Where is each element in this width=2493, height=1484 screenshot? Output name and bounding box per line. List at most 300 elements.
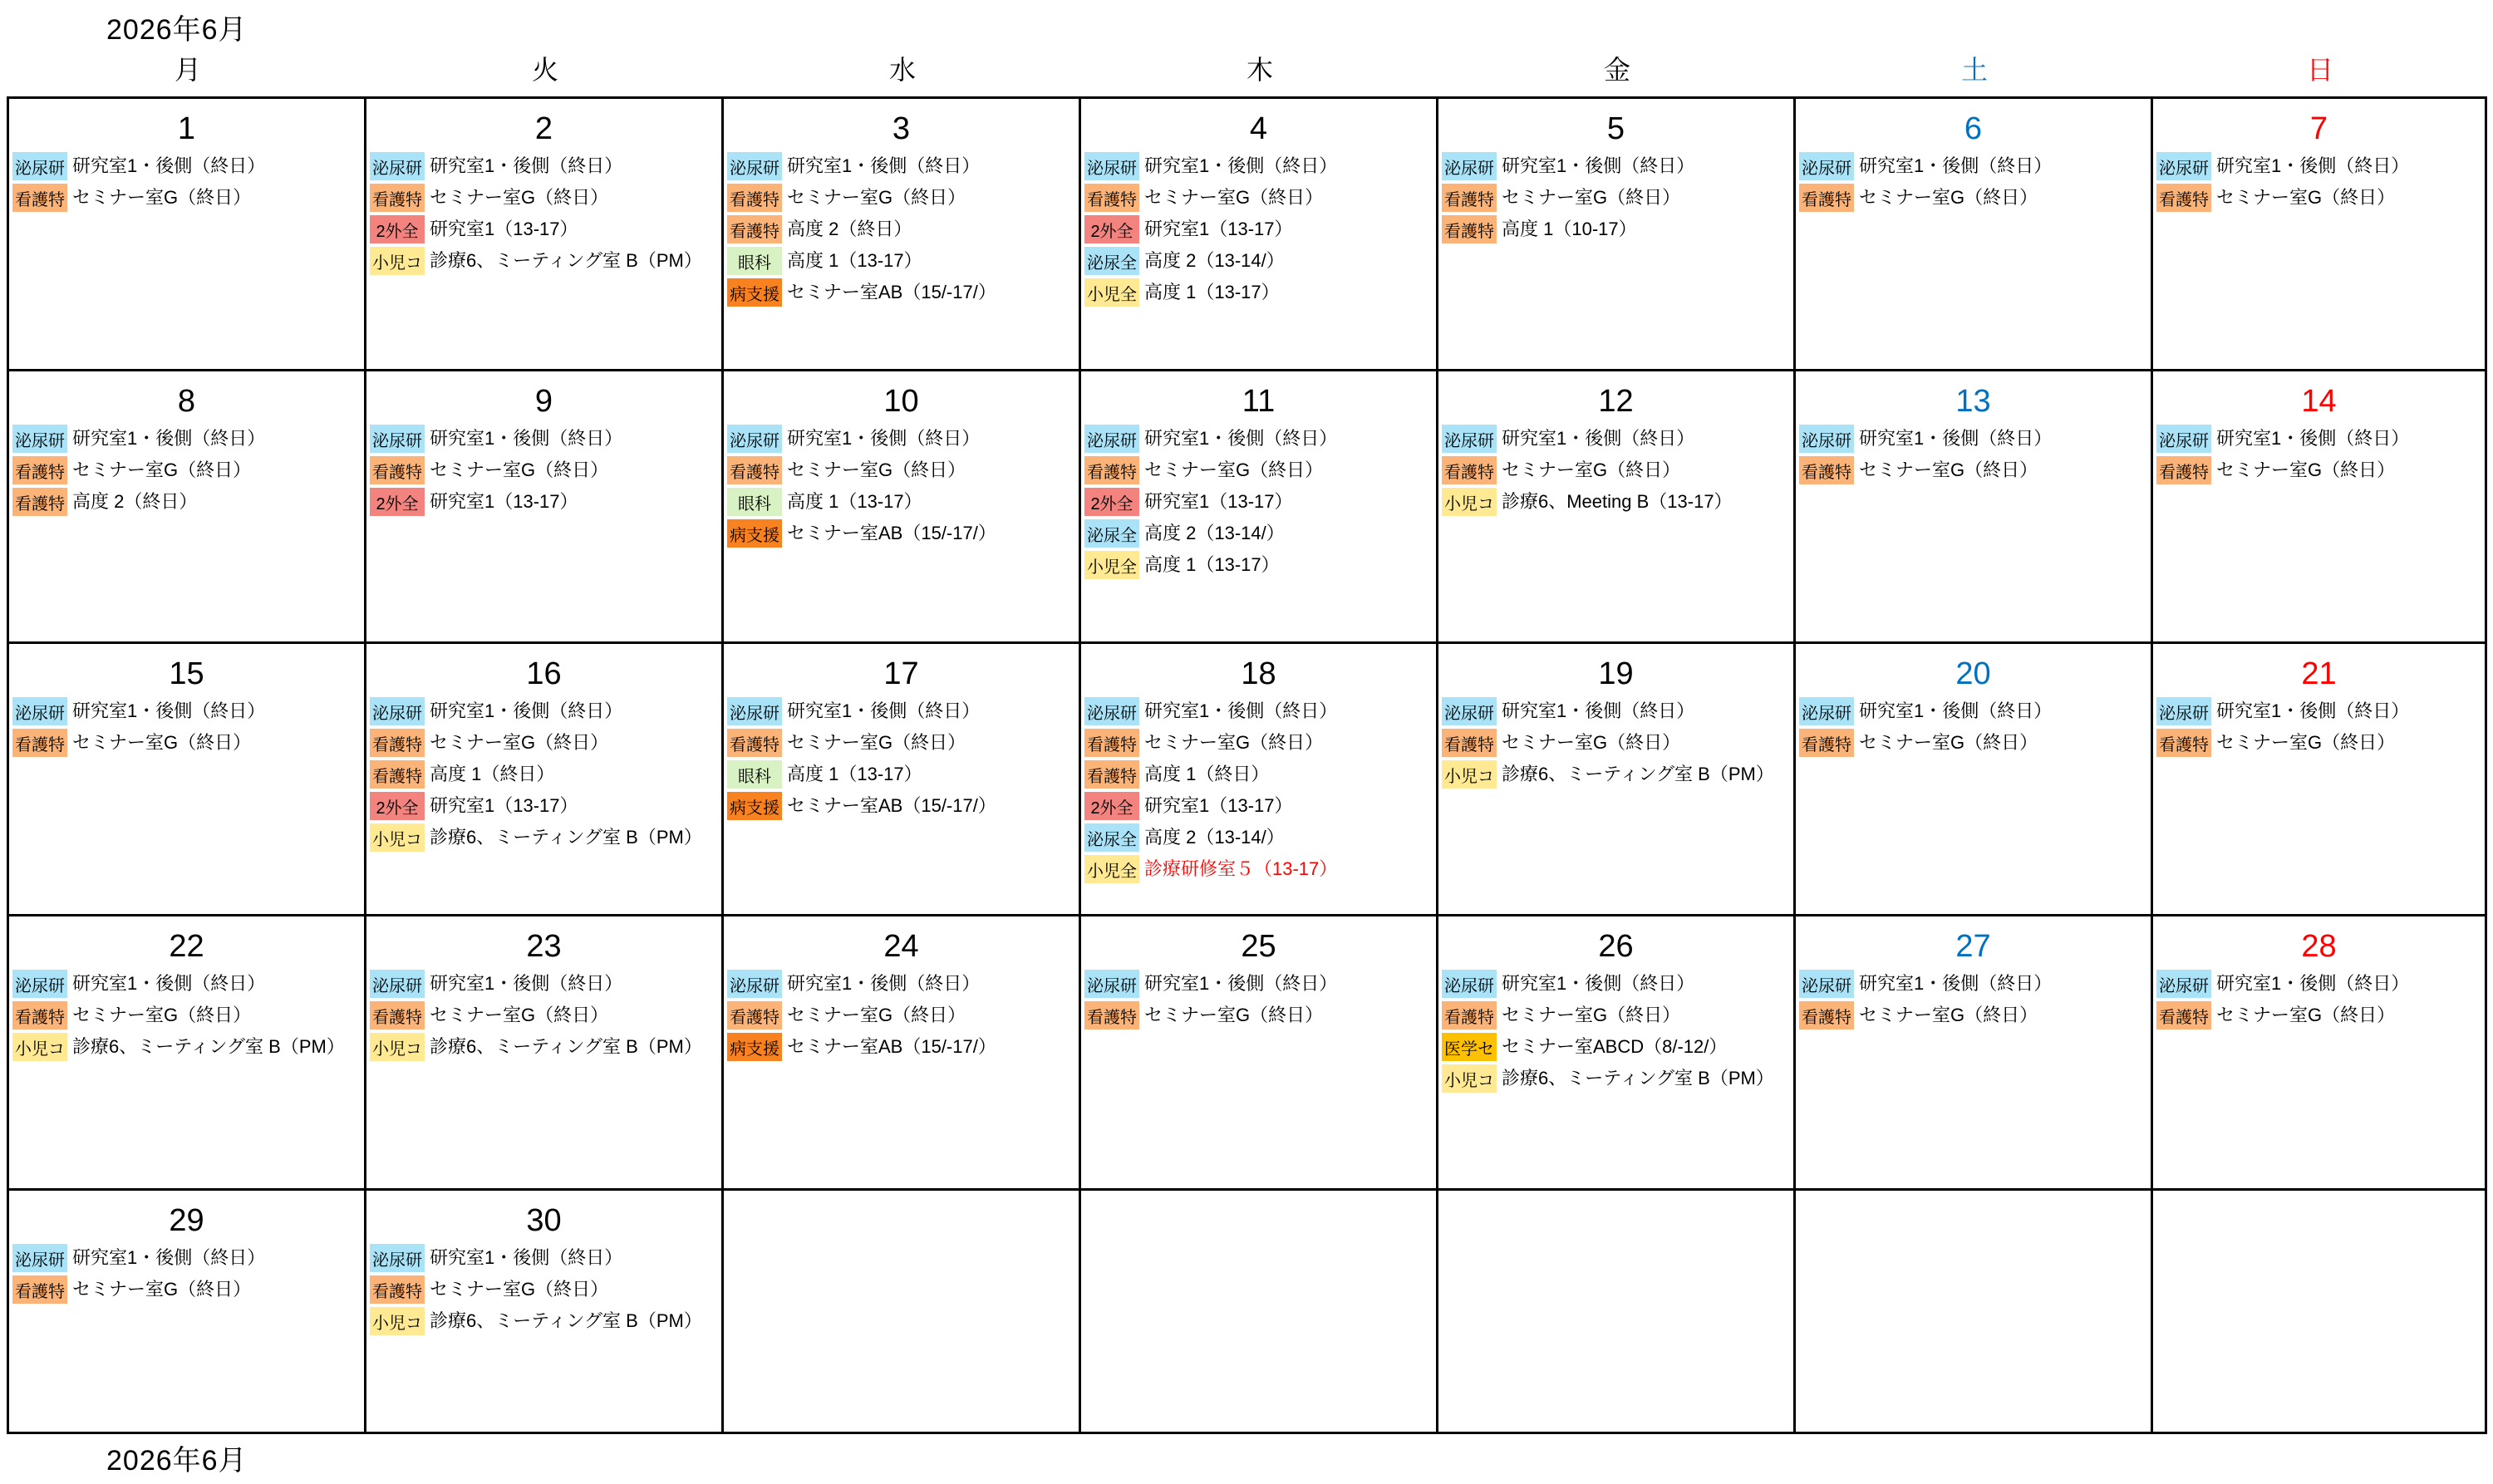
- calendar-event: [1084, 278, 1436, 307]
- event-text: 研究室1・後側（終日）: [1144, 428, 1338, 449]
- event-text: セミナー室G（終日）: [787, 732, 966, 753]
- calendar-event: [1442, 697, 1793, 725]
- event-category-tag: 看護特: [1084, 184, 1139, 212]
- day-cell-empty: [1081, 1191, 1438, 1434]
- event-category-tag: 泌尿研: [1799, 697, 1854, 725]
- event-list: [12, 970, 364, 1061]
- calendar-event: [12, 488, 364, 516]
- day-cell-10: [724, 371, 1081, 644]
- event-text: セミナー室G（終日）: [2216, 187, 2396, 208]
- day-number: 17: [883, 656, 919, 691]
- event-text: セミナー室G（終日）: [72, 1005, 252, 1025]
- event-category-tag: 看護特: [12, 729, 67, 757]
- event-text: セミナー室G（終日）: [1144, 732, 1324, 753]
- event-text: 研究室1・後側（終日）: [72, 155, 266, 176]
- day-number: 1: [177, 111, 196, 146]
- day-cell-2: [366, 99, 724, 371]
- event-category-tag: 泌尿研: [1084, 970, 1139, 998]
- calendar-event: [1084, 152, 1436, 180]
- event-category-tag: 泌尿研: [370, 970, 425, 998]
- calendar-event: [2156, 697, 2485, 725]
- event-category-tag: 看護特: [2156, 456, 2211, 484]
- day-number: 7: [2309, 111, 2328, 146]
- event-text: セミナー室AB（15/-17/）: [787, 282, 996, 302]
- event-category-tag: 泌尿研: [2156, 152, 2211, 180]
- event-text: 高度 2（13-14/）: [1144, 523, 1285, 543]
- event-category-tag: 泌尿研: [1442, 425, 1497, 453]
- event-text: 診療6、ミーティング室 B（PM）: [430, 250, 702, 271]
- event-category-tag: 2外全: [1084, 215, 1139, 243]
- event-text: 研究室1（13-17）: [430, 491, 578, 512]
- event-text: セミナー室G（終日）: [787, 459, 966, 480]
- event-category-tag: 小児全: [1084, 278, 1139, 307]
- day-number: 23: [526, 929, 562, 964]
- event-text: セミナー室G（終日）: [72, 459, 252, 480]
- event-text: 研究室1・後側（終日）: [72, 700, 266, 721]
- event-category-tag: 小児コ: [370, 1033, 425, 1061]
- day-number: 12: [1598, 384, 1634, 419]
- event-text: セミナー室G（終日）: [1144, 1005, 1324, 1025]
- event-category-tag: 看護特: [1084, 729, 1139, 757]
- day-cell-16: [366, 644, 724, 916]
- calendar-event: [2156, 184, 2485, 212]
- calendar-event: [370, 970, 721, 998]
- event-text: 研究室1・後側（終日）: [72, 1247, 266, 1268]
- event-text: セミナー室G（終日）: [1502, 732, 1681, 753]
- event-category-tag: 泌尿研: [727, 697, 782, 725]
- event-text: 研究室1・後側（終日）: [2216, 700, 2410, 721]
- calendar-event: [370, 1244, 721, 1272]
- day-cell-6: [1796, 99, 2153, 371]
- event-text: 研究室1・後側（終日）: [2216, 973, 2410, 994]
- calendar-event: [727, 792, 1079, 820]
- calendar-event: [1799, 152, 2151, 180]
- day-number: 26: [1598, 929, 1634, 964]
- event-text: セミナー室G（終日）: [787, 1005, 966, 1025]
- event-category-tag: 看護特: [370, 1001, 425, 1029]
- event-category-tag: 小児コ: [370, 247, 425, 275]
- day-cell-23: [366, 916, 724, 1191]
- event-category-tag: 泌尿研: [1084, 425, 1139, 453]
- calendar-event: [1084, 729, 1436, 757]
- event-text: 研究室1・後側（終日）: [787, 700, 981, 721]
- calendar-event: [1799, 1001, 2151, 1029]
- event-text: 高度 1（13-17）: [1144, 282, 1280, 302]
- event-category-tag: 泌尿研: [370, 425, 425, 453]
- event-text: セミナー室G（終日）: [430, 1005, 609, 1025]
- calendar-event: [370, 425, 721, 453]
- calendar-event: [12, 184, 364, 212]
- event-category-tag: 小児コ: [370, 823, 425, 852]
- day-cell-26: [1438, 916, 1796, 1191]
- calendar-event: [12, 456, 364, 484]
- calendar-event: [1084, 488, 1436, 516]
- event-text: セミナー室AB（15/-17/）: [787, 523, 996, 543]
- day-cell-25: [1081, 916, 1438, 1191]
- event-category-tag: 泌尿研: [1442, 970, 1497, 998]
- event-text: セミナー室G（終日）: [72, 187, 252, 208]
- calendar-event: [1799, 970, 2151, 998]
- event-category-tag: 看護特: [1442, 1001, 1497, 1029]
- event-list: [1799, 425, 2151, 484]
- calendar-event: [1084, 519, 1436, 548]
- event-category-tag: 看護特: [370, 1275, 425, 1304]
- day-cell-21: [2153, 644, 2487, 916]
- event-category-tag: 泌尿研: [1084, 152, 1139, 180]
- event-category-tag: 2外全: [370, 215, 425, 243]
- event-category-tag: 病支援: [727, 519, 782, 548]
- event-list: [1799, 697, 2151, 757]
- event-text: セミナー室G（終日）: [1859, 459, 2038, 480]
- event-category-tag: 2外全: [370, 792, 425, 820]
- day-number: 25: [1241, 929, 1276, 964]
- event-category-tag: 泌尿研: [2156, 970, 2211, 998]
- event-text: 研究室1・後側（終日）: [1502, 973, 1695, 994]
- calendar-event: [1442, 729, 1793, 757]
- calendar-event: [370, 1307, 721, 1335]
- calendar-event: [12, 152, 364, 180]
- calendar-event: [370, 152, 721, 180]
- calendar-event: [12, 1033, 364, 1061]
- calendar-event: [370, 247, 721, 275]
- event-category-tag: 泌尿研: [370, 697, 425, 725]
- event-category-tag: 看護特: [727, 215, 782, 243]
- calendar-event: [727, 215, 1079, 243]
- event-text: 研究室1（13-17）: [430, 795, 578, 816]
- event-category-tag: 看護特: [1799, 184, 1854, 212]
- weekday-header-日: 日: [2306, 55, 2333, 85]
- event-category-tag: 2外全: [1084, 488, 1139, 516]
- event-list: [2156, 697, 2485, 757]
- event-category-tag: 看護特: [12, 1275, 67, 1304]
- day-cell-12: [1438, 371, 1796, 644]
- day-number: 10: [883, 384, 919, 419]
- event-text: 研究室1・後側（終日）: [1502, 155, 1695, 176]
- event-text: セミナー室G（終日）: [1502, 187, 1681, 208]
- calendar-event: [2156, 970, 2485, 998]
- event-list: [1084, 152, 1436, 307]
- event-category-tag: 小児全: [1084, 551, 1139, 579]
- day-cell-14: [2153, 371, 2487, 644]
- calendar-event: [370, 697, 721, 725]
- event-text: セミナー室G（終日）: [1502, 459, 1681, 480]
- event-text: 研究室1・後側（終日）: [1144, 973, 1338, 994]
- event-list: [12, 152, 364, 212]
- calendar-event: [1799, 697, 2151, 725]
- calendar-event: [1084, 970, 1436, 998]
- event-category-tag: 看護特: [1084, 1001, 1139, 1029]
- calendar-event: [1084, 184, 1436, 212]
- event-text: セミナー室G（終日）: [787, 187, 966, 208]
- event-list: [12, 697, 364, 757]
- event-category-tag: 看護特: [12, 184, 67, 212]
- calendar-event: [727, 1033, 1079, 1061]
- event-category-tag: 小児コ: [1442, 488, 1497, 516]
- day-cell-empty: [1796, 1191, 2153, 1434]
- event-category-tag: 看護特: [727, 184, 782, 212]
- event-category-tag: 小児全: [1084, 855, 1139, 883]
- event-list: [2156, 970, 2485, 1029]
- calendar-event: [1442, 1001, 1793, 1029]
- calendar-event: [12, 729, 364, 757]
- calendar-event: [727, 1001, 1079, 1029]
- calendar-event: [370, 760, 721, 789]
- event-category-tag: 看護特: [1442, 215, 1497, 243]
- event-text: 診療研修室５（13-17）: [1144, 858, 1338, 879]
- event-category-tag: 看護特: [1799, 456, 1854, 484]
- event-text: セミナー室G（終日）: [2216, 1005, 2396, 1025]
- day-cell-5: [1438, 99, 1796, 371]
- calendar-event: [727, 184, 1079, 212]
- calendar-event: [1799, 456, 2151, 484]
- event-text: 研究室1・後側（終日）: [72, 428, 266, 449]
- event-text: 研究室1（13-17）: [1144, 795, 1293, 816]
- month-title-top: 2026年6月: [106, 14, 248, 46]
- day-number: 5: [1606, 111, 1625, 146]
- day-cell-empty: [2153, 1191, 2487, 1434]
- event-text: 研究室1・後側（終日）: [1859, 700, 2053, 721]
- day-cell-15: [9, 644, 366, 916]
- day-number: 13: [1955, 384, 1991, 419]
- event-category-tag: 眼科: [727, 760, 782, 789]
- day-cell-28: [2153, 916, 2487, 1191]
- event-text: 診療6、ミーティング室 B（PM）: [430, 1310, 702, 1331]
- event-text: セミナー室G（終日）: [430, 459, 609, 480]
- calendar-event: [1442, 1033, 1793, 1061]
- event-text: 研究室1・後側（終日）: [1502, 428, 1695, 449]
- calendar-event: [727, 697, 1079, 725]
- event-list: [1442, 152, 1793, 243]
- day-cell-29: [9, 1191, 366, 1434]
- calendar-event: [1442, 1064, 1793, 1093]
- event-category-tag: 看護特: [1442, 184, 1497, 212]
- event-text: 研究室1（13-17）: [430, 219, 578, 239]
- calendar-event: [1084, 215, 1436, 243]
- calendar-event: [2156, 152, 2485, 180]
- weekday-header-土: 土: [1960, 55, 1988, 85]
- event-category-tag: 小児コ: [12, 1033, 67, 1061]
- weekday-header-月: 月: [174, 55, 201, 85]
- calendar-event: [1084, 760, 1436, 789]
- event-category-tag: 泌尿研: [1084, 697, 1139, 725]
- event-text: 研究室1・後側（終日）: [1502, 700, 1695, 721]
- event-text: 研究室1・後側（終日）: [430, 428, 623, 449]
- event-category-tag: 看護特: [727, 729, 782, 757]
- event-text: 研究室1・後側（終日）: [430, 155, 623, 176]
- event-category-tag: 看護特: [1799, 729, 1854, 757]
- event-text: 研究室1・後側（終日）: [430, 1247, 623, 1268]
- calendar-event: [1442, 456, 1793, 484]
- event-text: 高度 2（終日）: [787, 219, 912, 239]
- event-category-tag: 小児コ: [1442, 1064, 1497, 1093]
- day-number: 24: [883, 929, 919, 964]
- event-list: [727, 970, 1079, 1061]
- calendar-event: [2156, 425, 2485, 453]
- event-list: [12, 425, 364, 516]
- calendar-event: [727, 519, 1079, 548]
- calendar-event: [1442, 760, 1793, 789]
- calendar-event: [1084, 551, 1436, 579]
- event-text: 研究室1・後側（終日）: [430, 700, 623, 721]
- calendar-event: [727, 456, 1079, 484]
- day-cell-24: [724, 916, 1081, 1191]
- event-category-tag: 泌尿研: [2156, 425, 2211, 453]
- event-text: セミナー室G（終日）: [1144, 187, 1324, 208]
- calendar-event: [1442, 152, 1793, 180]
- event-category-tag: 看護特: [370, 456, 425, 484]
- event-text: 高度 1（終日）: [430, 764, 555, 784]
- day-cell-4: [1081, 99, 1438, 371]
- event-category-tag: 看護特: [2156, 729, 2211, 757]
- event-text: 高度 1（終日）: [1144, 764, 1270, 784]
- event-category-tag: 泌尿研: [12, 425, 67, 453]
- day-cell-empty: [1438, 1191, 1796, 1434]
- event-text: 研究室1・後側（終日）: [1859, 973, 2053, 994]
- day-number: 18: [1241, 656, 1276, 691]
- calendar-event: [12, 1001, 364, 1029]
- event-text: 高度 1（13-17）: [787, 491, 922, 512]
- event-category-tag: 泌尿研: [370, 1244, 425, 1272]
- event-text: セミナー室G（終日）: [430, 732, 609, 753]
- calendar-event: [727, 488, 1079, 516]
- event-text: セミナー室G（終日）: [1859, 1005, 2038, 1025]
- event-category-tag: 泌尿研: [12, 697, 67, 725]
- calendar-event: [1799, 425, 2151, 453]
- event-category-tag: 看護特: [12, 456, 67, 484]
- calendar-event: [1442, 488, 1793, 516]
- day-cell-17: [724, 644, 1081, 916]
- event-text: 診療6、ミーティング室 B（PM）: [72, 1036, 345, 1057]
- calendar-event: [12, 970, 364, 998]
- calendar-event: [370, 823, 721, 852]
- calendar-event: [370, 1033, 721, 1061]
- event-category-tag: 看護特: [370, 760, 425, 789]
- event-text: 高度 1（13-17）: [787, 250, 922, 271]
- event-list: [1442, 425, 1793, 516]
- event-category-tag: 看護特: [370, 729, 425, 757]
- event-category-tag: 泌尿研: [12, 152, 67, 180]
- day-cell-empty: [724, 1191, 1081, 1434]
- event-text: セミナー室G（終日）: [2216, 459, 2396, 480]
- event-text: セミナー室AB（15/-17/）: [787, 1036, 996, 1057]
- event-category-tag: 泌尿研: [727, 152, 782, 180]
- event-text: 研究室1・後側（終日）: [787, 155, 981, 176]
- event-text: 診療6、ミーティング室 B（PM）: [430, 1036, 702, 1057]
- event-category-tag: 2外全: [1084, 792, 1139, 820]
- event-text: セミナー室G（終日）: [430, 187, 609, 208]
- event-category-tag: 泌尿研: [1799, 425, 1854, 453]
- calendar-event: [370, 729, 721, 757]
- day-number: 4: [1249, 111, 1268, 146]
- event-category-tag: 泌尿研: [1442, 697, 1497, 725]
- event-list: [1442, 970, 1793, 1093]
- event-list: [12, 1244, 364, 1304]
- weekday-header-金: 金: [1603, 55, 1630, 85]
- event-category-tag: 看護特: [1084, 456, 1139, 484]
- day-cell-8: [9, 371, 366, 644]
- event-text: セミナー室G（終日）: [1859, 732, 2038, 753]
- event-category-tag: 眼科: [727, 488, 782, 516]
- event-category-tag: 病支援: [727, 792, 782, 820]
- event-category-tag: 泌尿研: [1442, 152, 1497, 180]
- event-text: 研究室1・後側（終日）: [1859, 428, 2053, 449]
- event-list: [2156, 152, 2485, 212]
- calendar-event: [1442, 970, 1793, 998]
- day-number: 6: [1964, 111, 1983, 146]
- event-list: [1799, 152, 2151, 212]
- event-text: 高度 1（13-17）: [1144, 554, 1280, 575]
- day-number: 21: [2301, 656, 2337, 691]
- event-list: [1799, 970, 2151, 1029]
- event-list: [1084, 425, 1436, 579]
- event-list: [727, 152, 1079, 307]
- event-category-tag: 看護特: [727, 1001, 782, 1029]
- day-number: 19: [1598, 656, 1634, 691]
- event-category-tag: 眼科: [727, 247, 782, 275]
- event-list: [370, 152, 721, 275]
- event-text: セミナー室G（終日）: [430, 1279, 609, 1300]
- event-category-tag: 看護特: [12, 488, 67, 516]
- event-category-tag: 医学セ: [1442, 1033, 1497, 1061]
- day-number: 22: [169, 929, 204, 964]
- event-text: 研究室1（13-17）: [1144, 491, 1293, 512]
- calendar-event: [370, 792, 721, 820]
- day-number: 29: [169, 1203, 204, 1238]
- event-category-tag: 泌尿研: [1799, 970, 1854, 998]
- calendar-event: [1084, 823, 1436, 852]
- event-category-tag: 泌尿研: [12, 970, 67, 998]
- event-list: [727, 697, 1079, 820]
- event-list: [1084, 697, 1436, 883]
- calendar-event: [727, 729, 1079, 757]
- calendar-event: [1084, 425, 1436, 453]
- day-cell-11: [1081, 371, 1438, 644]
- event-category-tag: 泌尿研: [2156, 697, 2211, 725]
- event-category-tag: 看護特: [2156, 1001, 2211, 1029]
- event-text: 研究室1・後側（終日）: [2216, 155, 2410, 176]
- event-text: 高度 1（13-17）: [787, 764, 922, 784]
- event-category-tag: 看護特: [727, 456, 782, 484]
- calendar-event: [1084, 456, 1436, 484]
- day-cell-1: [9, 99, 366, 371]
- calendar-event: [727, 247, 1079, 275]
- calendar-event: [370, 1001, 721, 1029]
- event-text: セミナー室AB（15/-17/）: [787, 795, 996, 816]
- event-category-tag: 看護特: [1084, 760, 1139, 789]
- month-title-bottom: 2026年6月: [106, 1445, 248, 1477]
- day-number: 9: [534, 384, 553, 419]
- day-number: 8: [177, 384, 196, 419]
- day-number: 20: [1955, 656, 1991, 691]
- event-category-tag: 泌尿研: [1799, 152, 1854, 180]
- calendar-event: [370, 215, 721, 243]
- event-category-tag: 病支援: [727, 1033, 782, 1061]
- day-cell-20: [1796, 644, 2153, 916]
- event-text: 研究室1・後側（終日）: [1144, 155, 1338, 176]
- event-text: 研究室1・後側（終日）: [2216, 428, 2410, 449]
- event-list: [1442, 697, 1793, 789]
- weekday-header-水: 水: [888, 55, 916, 85]
- event-text: 高度 2（13-14/）: [1144, 827, 1285, 848]
- event-text: 研究室1・後側（終日）: [430, 973, 623, 994]
- calendar-event: [1442, 425, 1793, 453]
- event-category-tag: 看護特: [1442, 729, 1497, 757]
- event-list: [727, 425, 1079, 548]
- calendar-event: [12, 1244, 364, 1272]
- event-category-tag: 泌尿研: [727, 970, 782, 998]
- event-text: 高度 1（10-17）: [1502, 219, 1637, 239]
- event-list: [370, 697, 721, 852]
